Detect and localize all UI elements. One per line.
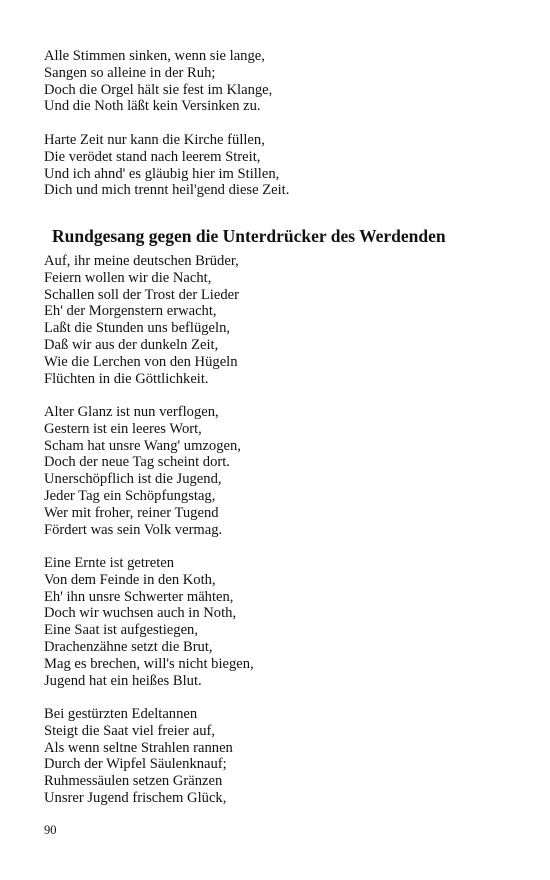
verse-line: Unerschöpflich ist die Jugend, xyxy=(44,471,222,488)
verse-line: Wie die Lerchen von den Hügeln xyxy=(44,353,238,370)
verse-line: Und die Noth läßt kein Versinken zu. xyxy=(44,98,261,115)
verse-line: Schallen soll der Trost der Lieder xyxy=(44,286,239,303)
verse-line: Mag es brechen, will's nicht biegen, xyxy=(44,655,254,672)
poem-title: Rundgesang gegen die Unterdrücker des Werdenden xyxy=(52,226,446,246)
verse-line: Dich und mich trennt heil'gend diese Zeit. xyxy=(44,182,290,199)
poem1-stanza-1 xyxy=(44,48,272,115)
verse-line: Daß wir aus der dunkeln Zeit, xyxy=(44,336,219,353)
verse-line: Laßt die Stunden uns beflügeln, xyxy=(44,320,231,337)
verse-line: Doch wir wuchsen auch in Noth, xyxy=(44,605,237,622)
verse-line: Alle Stimmen sinken, wenn sie lange, xyxy=(44,48,265,64)
verse-line: Die verödet stand nach leerem Streit, xyxy=(44,148,261,165)
verse-line: Als wenn seltne Strahlen rannen xyxy=(44,739,233,756)
verse-line: Wer mit froher, reiner Tugend xyxy=(44,504,219,521)
verse-line: Von dem Feinde in den Koth, xyxy=(44,571,216,588)
verse-line: Eh' ihn unsre Schwerter mähten, xyxy=(44,588,234,605)
verse-line: Scham hat unsre Wang' umzogen, xyxy=(44,437,241,454)
verse-line: Jugend hat ein heißes Blut. xyxy=(44,672,202,689)
poem2-stanza-3 xyxy=(44,555,254,689)
verse-line: Feiern wollen wir die Nacht, xyxy=(44,269,212,286)
verse-line: Harte Zeit nur kann die Kirche füllen, xyxy=(44,132,265,148)
verse-line: Flüchten in die Göttlichkeit. xyxy=(44,370,209,387)
verse-line: Drachenzähne setzt die Brut, xyxy=(44,638,213,655)
verse-line: Durch der Wipfel Säulenknauf; xyxy=(44,756,227,773)
poem1-stanza-2 xyxy=(44,132,289,199)
poem2-stanza-2 xyxy=(44,404,241,538)
verse-line: Gestern ist ein leeres Wort, xyxy=(44,420,202,437)
poem2-stanza-4 xyxy=(44,706,233,807)
verse-line: Steigt die Saat viel freier auf, xyxy=(44,722,216,739)
verse-line: Auf, ihr meine deutschen Brüder, xyxy=(44,253,239,269)
verse-line: Bei gestürzten Edeltannen xyxy=(44,706,198,722)
verse-line: Eine Ernte ist getreten xyxy=(44,555,175,571)
verse-line: Eh' der Morgenstern erwacht, xyxy=(44,303,217,320)
verse-line: Unsrer Jugend frischem Glück, xyxy=(44,789,227,806)
verse-line: Eine Saat ist aufgestiegen, xyxy=(44,622,198,639)
verse-line: Sangen so alleine in der Ruh; xyxy=(44,64,216,81)
verse-line: Fördert was sein Volk vermag. xyxy=(44,521,223,538)
page-number: 90 xyxy=(44,823,57,837)
verse-line: Jeder Tag ein Schöpfungstag, xyxy=(44,487,216,504)
verse-line: Doch der neue Tag scheint dort. xyxy=(44,454,230,471)
verse-line: Ruhmessäulen setzen Gränzen xyxy=(44,773,223,790)
verse-line: Doch die Orgel hält sie fest im Klange, xyxy=(44,81,273,98)
poem2-stanza-1 xyxy=(44,253,239,387)
verse-line: Und ich ahnd' es gläubig hier im Stillen, xyxy=(44,165,280,182)
verse-line: Alter Glanz ist nun verflogen, xyxy=(44,404,219,420)
